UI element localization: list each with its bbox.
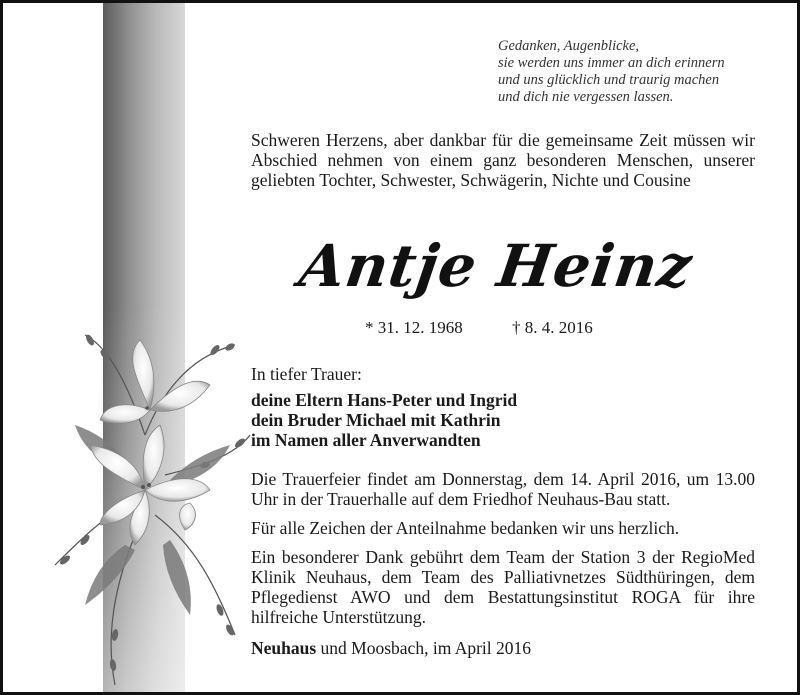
funeral-info: Die Trauerfeier findet am Donnerstag, dem 14. April 2016, um 13.00 Uhr in der Trauerhalle auf dem Friedhof Neuhaus-Bau statt. — [251, 469, 755, 509]
family-list — [251, 390, 517, 450]
closing-rest: und Moosbach, im April 2016 — [316, 638, 532, 658]
closing-place: Neuhaus — [251, 638, 317, 658]
family-line: deine Eltern Hans-Peter und Ingrid — [251, 390, 518, 410]
family-line: im Namen aller Anverwandten — [251, 430, 481, 450]
poem-line: sie werden uns immer an dich erinnern — [498, 55, 725, 71]
closing-line — [251, 638, 531, 659]
mourning-label: In tiefer Trauer: — [251, 364, 362, 384]
poem-line: und dich nie vergessen lassen. — [498, 89, 674, 105]
birth-date: * 31. 12. 1968 — [365, 318, 463, 337]
death-date: † 8. 4. 2016 — [512, 318, 593, 337]
deceased-name: Antje Heinz — [295, 232, 697, 300]
intro-text: Schweren Herzens, aber dankbar für die gemeinsame Zeit müssen wir Abschied nehmen von einem ganz besonderen Menschen, unserer geliebten Tochter, Schwester, Schwägerin, Nichte und Cousine — [251, 130, 755, 190]
thanks-text: Für alle Zeichen der Anteilnahme bedanken wir uns herzlich. — [251, 518, 680, 538]
special-thanks-text: Ein besonderer Dank gebührt dem Team der Station 3 der RegioMed Klinik Neuhaus, dem Team des Palliativnetzes Südthüringen, dem Pflegedienst AWO und dem Bestattungsinstitut ROGA für ihre hilfreiche Unterstützung. — [251, 547, 755, 627]
poem — [498, 38, 725, 106]
poem-line: und uns glücklich und traurig machen — [498, 72, 720, 88]
lily-bouquet-icon — [45, 315, 255, 695]
family-line: dein Bruder Michael mit Kathrin — [251, 410, 501, 430]
poem-line: Gedanken, Augenblicke, — [498, 38, 640, 54]
